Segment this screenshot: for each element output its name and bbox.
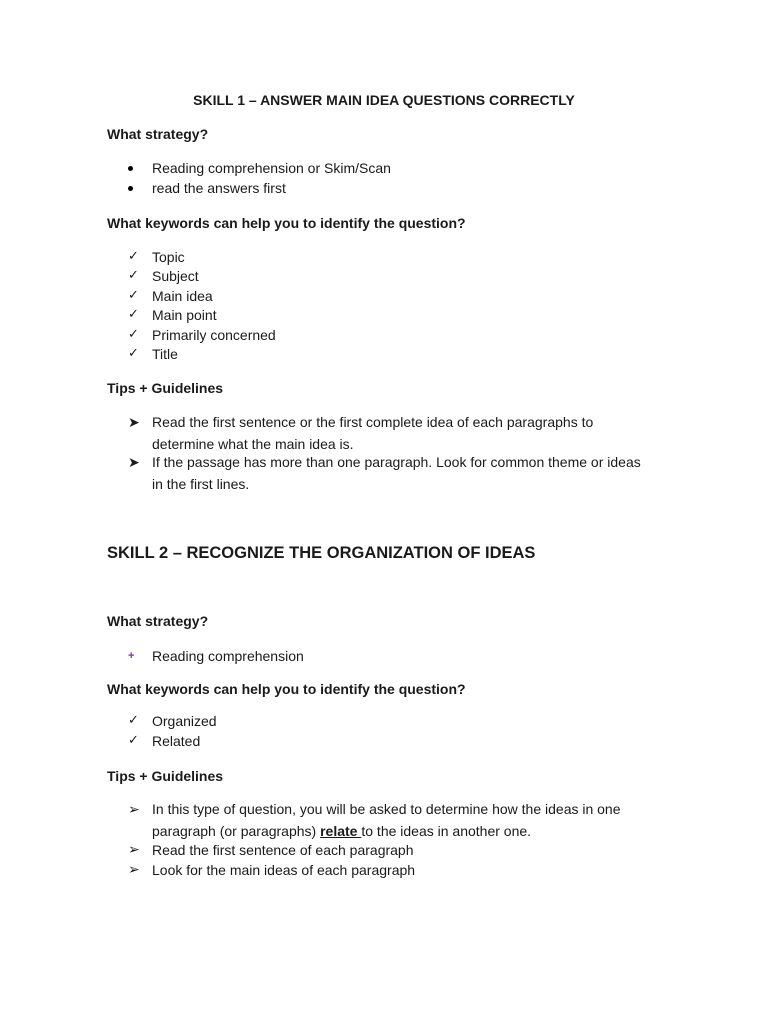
checkmark-icon: ✓ [128, 248, 139, 263]
bullet-dot-icon [128, 166, 133, 171]
skill1-keyword-1: Topic [152, 249, 185, 265]
checkmark-icon: ✓ [128, 712, 139, 727]
checkmark-icon: ✓ [128, 267, 139, 282]
skill2-keyword-2: Related [152, 733, 201, 749]
skill1-title: SKILL 1 – ANSWER MAIN IDEA QUESTIONS CORRECTLY [193, 92, 575, 108]
skill2-keyword-1: Organized [152, 713, 217, 729]
arrow-bullet-icon: ➢ [128, 841, 140, 857]
arrow-bullet-icon: ➤ [128, 414, 140, 430]
checkmark-icon: ✓ [128, 732, 139, 747]
skill2-strategy-heading: What strategy? [107, 613, 209, 629]
arrow-bullet-icon: ➢ [128, 801, 140, 817]
skill1-keyword-2: Subject [152, 268, 199, 284]
skill1-strategy-heading: What strategy? [107, 126, 209, 142]
skill1-tip-2: If the passage has more than one paragraph. Look for common theme or ideas in the first lines. [152, 454, 641, 492]
skill1-keyword-4: Main point [152, 307, 217, 323]
skill1-tip-1: Read the first sentence or the first complete idea of each paragraphs to determine what the main idea is. [152, 414, 594, 452]
skill2-keywords-heading: What keywords can help you to identify the question? [107, 681, 466, 697]
skill1-keywords-heading: What keywords can help you to identify the question? [107, 215, 466, 231]
skill1-keyword-6: Title [152, 346, 178, 362]
relate-emphasis: relate [320, 823, 362, 839]
skill2-tip-3: Look for the main ideas of each paragraph [152, 862, 416, 878]
skill2-strategy-item-1: Reading comprehension [152, 648, 304, 664]
skill1-strategy-item-1: Reading comprehension or Skim/Scan [152, 160, 391, 176]
skill2-title: SKILL 2 – RECOGNIZE THE ORGANIZATION OF IDEAS [107, 544, 536, 562]
skill2-tip-1-text-end: to the ideas in another one. [361, 823, 532, 839]
skill1-strategy-item-2: read the answers first [152, 180, 286, 196]
skill1-tips-heading: Tips + Guidelines [107, 380, 224, 396]
checkmark-icon: ✓ [128, 306, 139, 321]
arrow-bullet-icon: ➢ [128, 861, 140, 877]
checkmark-icon: ✓ [128, 287, 139, 302]
bullet-dot-icon [128, 186, 133, 191]
arrow-bullet-icon: ➤ [128, 454, 140, 470]
skill2-tip-1 [152, 798, 662, 842]
skill2-tip-1-text: In this type of question, you will be asked to determine how the ideas in one paragraph (or paragraphs) [152, 801, 621, 839]
skill2-tips-heading: Tips + Guidelines [107, 768, 224, 784]
checkmark-icon: ✓ [128, 326, 139, 341]
plus-bullet-icon: + [128, 650, 135, 662]
skill2-tip-2: Read the first sentence of each paragraph [152, 842, 414, 858]
skill1-keyword-5: Primarily concerned [152, 327, 276, 343]
checkmark-icon: ✓ [128, 345, 139, 360]
skill1-keyword-3: Main idea [152, 288, 213, 304]
